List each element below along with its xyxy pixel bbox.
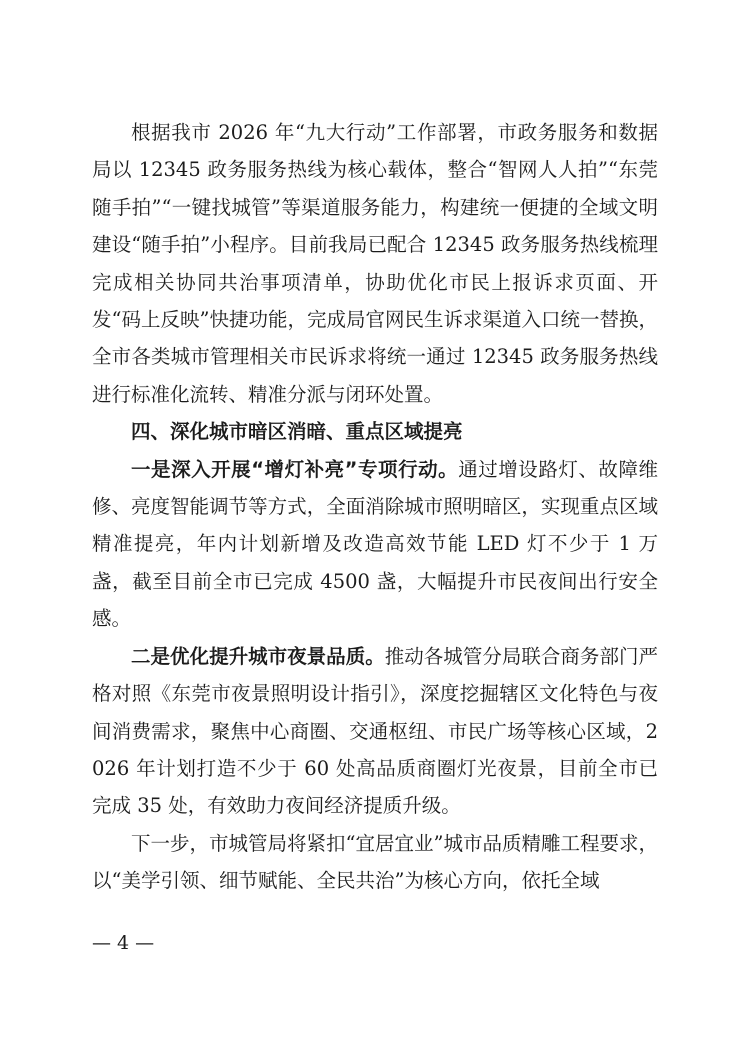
paragraph-next-step: 下一步，市城管局将紧扣“宜居宜业”城市品质精雕工程要求，以“美学引领、细节赋能、全民共治”为核心方向，依托全域 [92,831,658,893]
paragraph-hotline-integration: 根据我市 2026 年“九大行动”工作部署，市政务服务和数据局以 12345 政务服务热线为核心载体，整合“智网人人拍”“东莞随手拍”“一键找城管”等渠道服务能力，构建统一便捷的全域文明建设“随手拍”小程序。目前我局已配合 12345 政务服务热线梳理完成相关协同共治事项清单，协助优化市民上报诉求页面、开发“码上反映”快捷功能，完成局官网民生诉求渠道入口统一替换，全市各类城市管理相关市民诉求将统一通过 12345 政务服务热线进行标准化流转、精准分派与闭环处置。 [92,121,658,406]
page-number: — 4 — [92,932,155,954]
document-body [92,114,658,900]
paragraph-night-scene [92,638,658,825]
paragraph-lighting-action [92,451,658,638]
section-heading-4: 四、深化城市暗区消暗、重点区域提亮 [131,420,463,444]
paragraph-lead-2: 二是优化提升城市夜景品质。 [131,644,385,668]
paragraph-body-2: 推动各城管分局联合商务部门严格对照《东莞市夜景照明设计指引》，深度挖掘辖区文化特色与夜间消费需求，聚焦中心商圈、交通枢纽、市民广场等核心区域，2026 年计划打造不少于 60 处高品质商圈灯光夜景，目前全市已完成 35 处，有效助力夜间经济提质升级。 [92,644,658,818]
paragraph-body-1: 通过增设路灯、故障维修、亮度智能调节等方式，全面消除城市照明暗区，实现重点区域精准提亮，年内计划新增及改造高效节能 LED 灯不少于 1 万盏，截至目前全市已完成 4500 盏，大幅提升市民夜间出行安全感。 [92,457,658,631]
paragraph-lead-1: 一是深入开展“增灯补亮”专项行动。 [131,457,459,481]
